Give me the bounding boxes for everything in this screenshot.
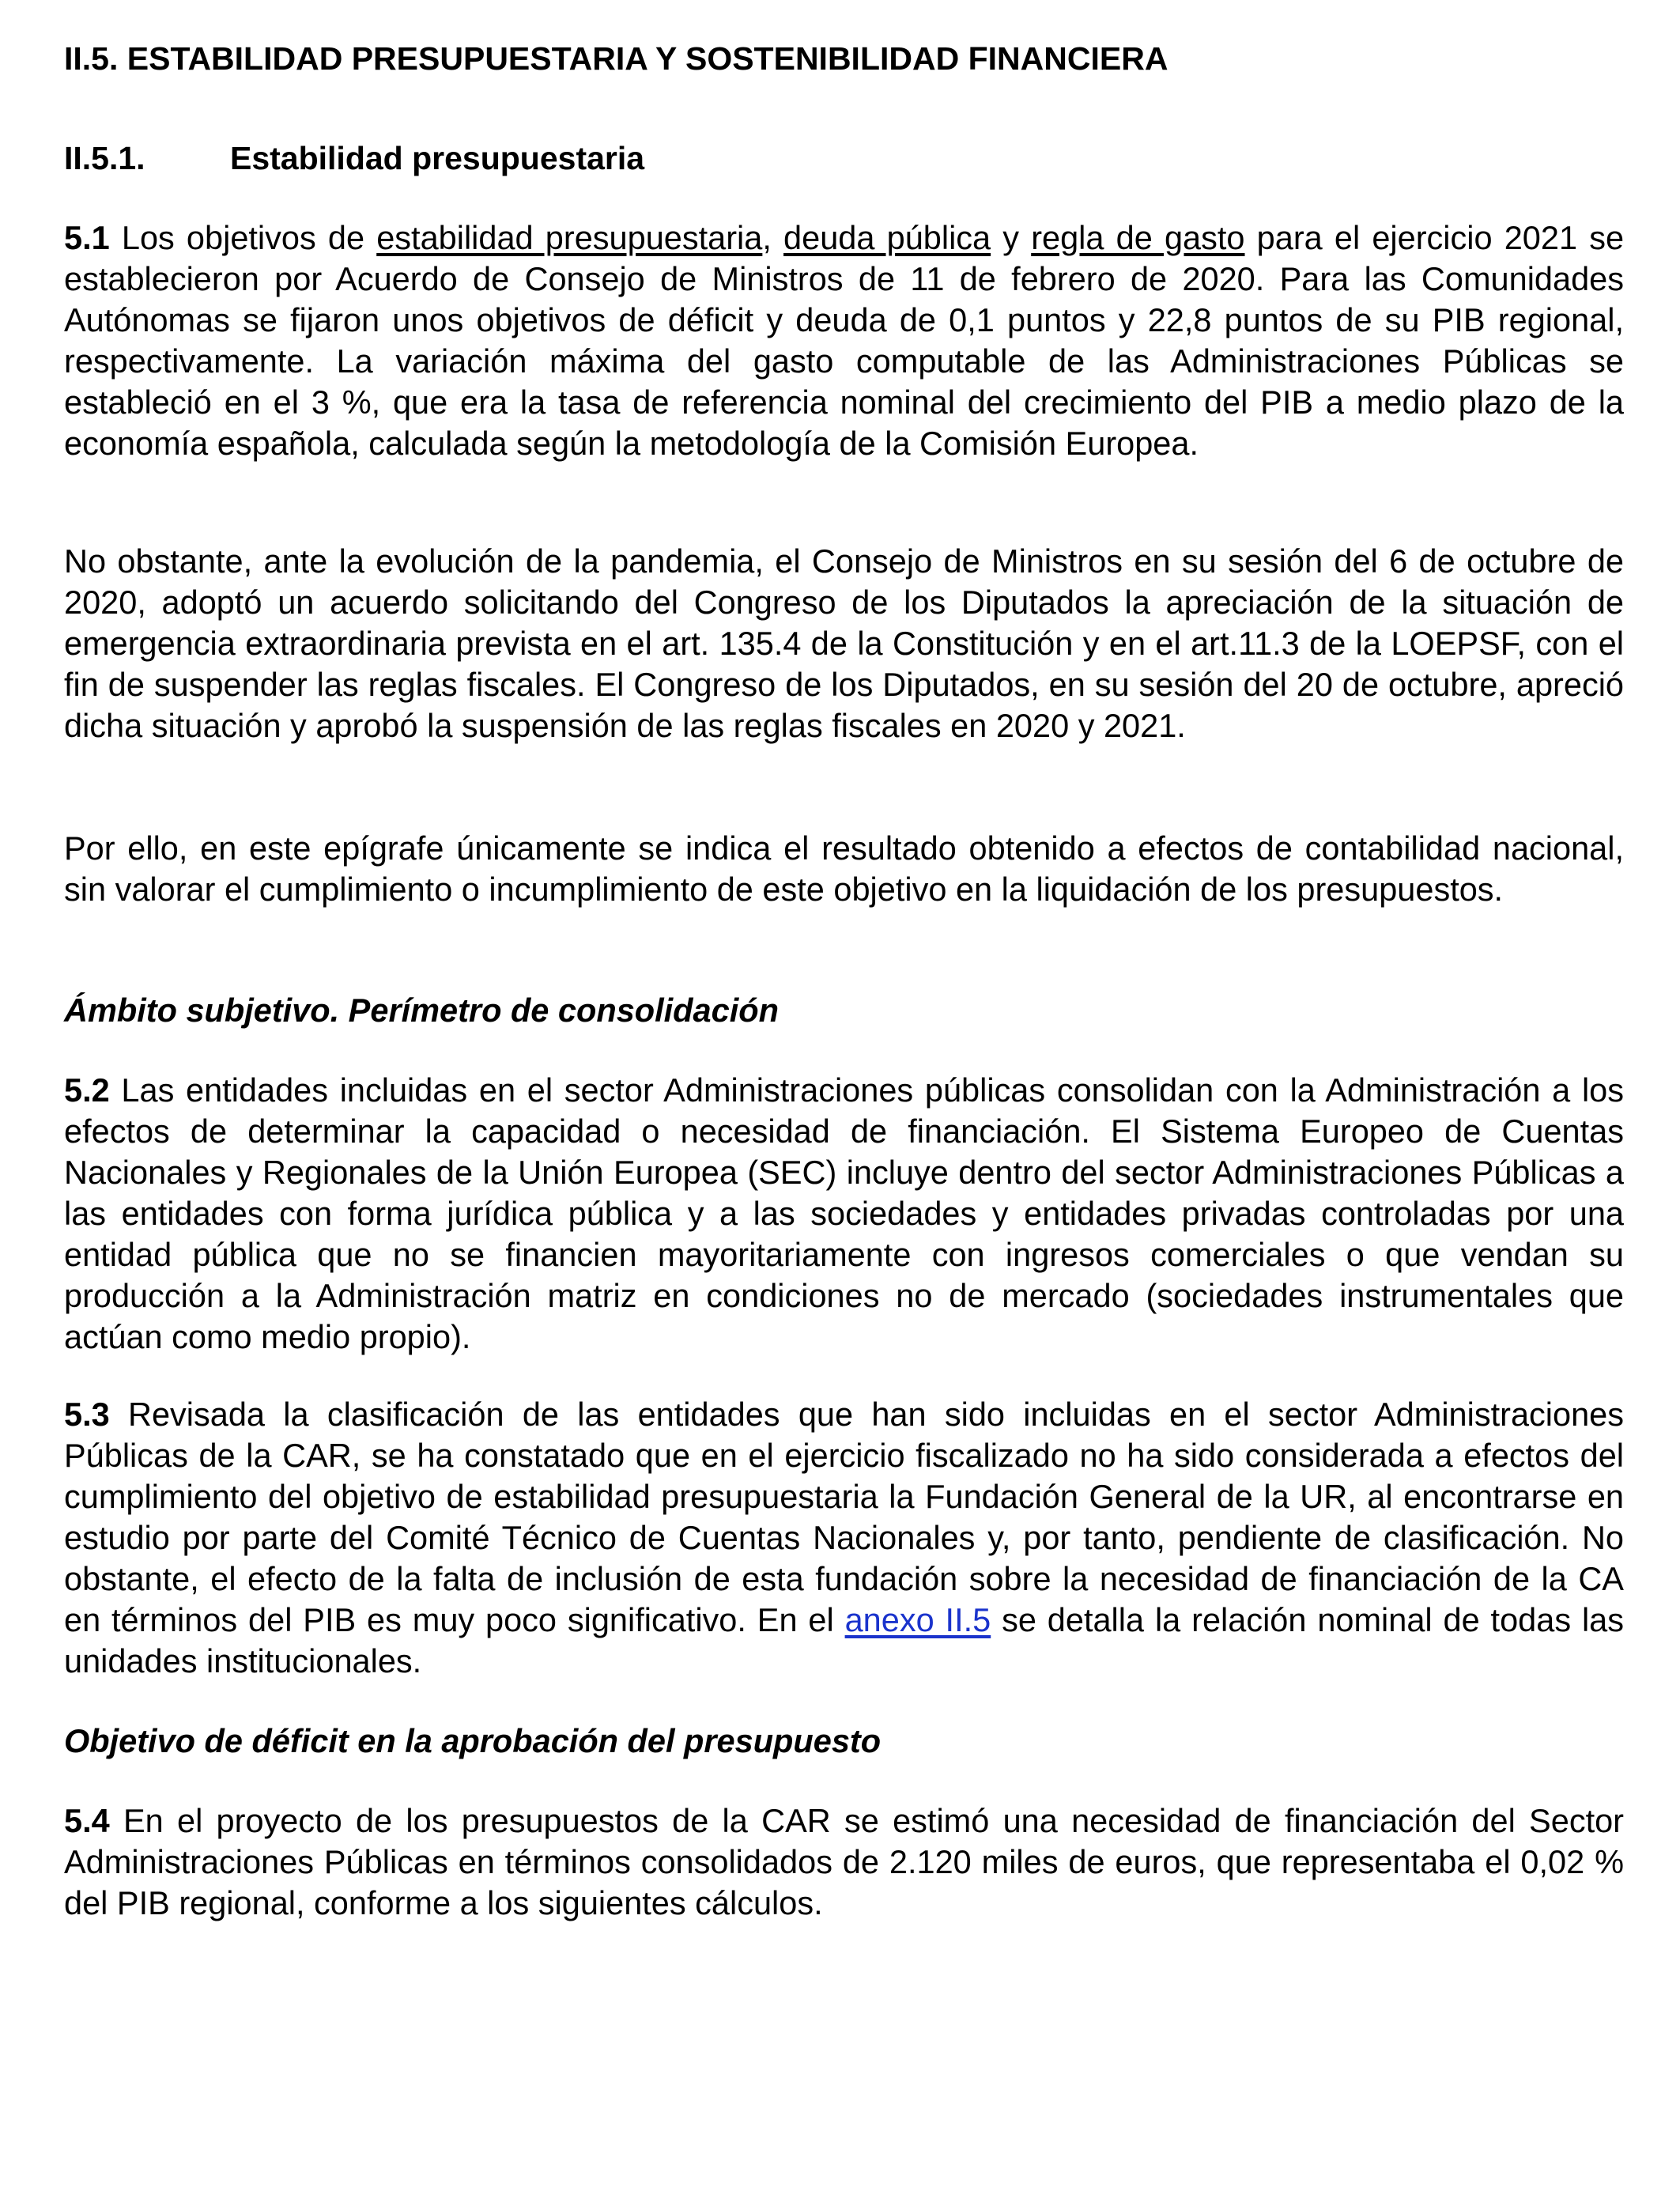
term-estabilidad: estabilidad presupuestaria — [376, 219, 763, 256]
text: Las entidades incluidas en el sector Administraciones públicas consolidan con la Administración a los efectos de determinar la capacidad o necesidad de financiación. El Sistema Europeo de Cuentas Nacionales y Regionales de la Unión Europea (SEC) incluye dentro del sector Administraciones Públicas a las entidades con forma jurídica pública y a las sociedades y entidades privadas controladas por una entidad pública que no se financien mayoritariamente con ingresos comerciales o que vendan su producción a la Administración matriz en condiciones no de mercado (sociedades instrumentales que actúan como medio propio). — [64, 1071, 1624, 1355]
subsection-title: Estabilidad presupuestaria — [230, 140, 645, 176]
text: Revisada la clasificación de las entidades que han sido incluidas en el sector Administraciones Públicas de la CAR, se ha constatado que en el ejercicio fiscalizado no ha sido considerada a efectos del cumplimiento del objetivo de estabilidad presupuestaria la Fundación General de la UR, al encontrarse en estudio por parte del Comité Técnico de Cuentas Nacionales y, por tanto, pendiente de clasificación. No obstante, el efecto de la falta de inclusión de esta fundación sobre la necesidad de financiación de la CA en términos del PIB es muy poco significativo. En el — [64, 1396, 1624, 1638]
paragraph-number: 5.2 — [64, 1071, 110, 1109]
paragraph-5-4 — [64, 1800, 1624, 1924]
paragraph-5-3 — [64, 1394, 1624, 1682]
paragraph-pandemia: No obstante, ante la evolución de la pandemia, el Consejo de Ministros en su sesión del 6 de octubre de 2020, adoptó un acuerdo solicitando del Congreso de los Diputados la apreciación de la situación de emergencia extraordinaria prevista en el art. 135.4 de la Constitución y en el art.11.3 de la LOEPSF, con el fin de suspender las reglas fiscales. El Congreso de los Diputados, en su sesión del 20 de octubre, apreció dicha situación y aprobó la suspensión de las reglas fiscales en 2020 y 2021. — [64, 542, 1624, 744]
subsection-number: II.5.1. — [64, 140, 145, 176]
paragraph-number: 5.1 — [64, 219, 110, 256]
paragraph-number: 5.3 — [64, 1396, 110, 1433]
paragraph-por-ello: Por ello, en este epígrafe únicamente se indica el resultado obtenido a efectos de contabilidad nacional, sin valorar el cumplimiento o incumplimiento de este objetivo en la liquidación de los presupuestos. — [64, 829, 1624, 908]
text: Los objetivos de — [109, 219, 377, 256]
text: y — [991, 219, 1032, 256]
term-deuda: deuda pública — [783, 219, 991, 256]
text: , — [762, 219, 784, 256]
subsection-heading — [64, 138, 1624, 179]
anexo-link[interactable]: anexo II.5 — [844, 1601, 991, 1638]
heading-ambito: Ámbito subjetivo. Perímetro de consolidación — [64, 992, 779, 1029]
text: En el proyecto de los presupuestos de la CAR se estimó una necesidad de financiación del Sector Administraciones Públicas en términos consolidados de 2.120 miles de euros, que representaba el 0,02 % del PIB regional, conforme a los siguientes cálculos. — [64, 1802, 1624, 1921]
term-regla-gasto: regla de gasto — [1031, 219, 1245, 256]
paragraph-5-2 — [64, 1070, 1624, 1358]
text: para el ejercicio 2021 se establecieron por Acuerdo de Consejo de Ministros de 11 de febrero de 2020. Para las Comunidades Autónomas se fijaron unos objetivos de déficit y deuda de 0,1 puntos y 22,8 puntos de su PIB regional, respectivamente. La variación máxima del gasto computable de las Administraciones Públicas se estableció en el 3 %, que era la tasa de referencia nominal del crecimiento del PIB a medio plazo de la economía española, calculada según la metodología de la Comisión Europea. — [64, 219, 1625, 462]
paragraph-number: 5.4 — [64, 1802, 110, 1839]
paragraph-5-1 — [64, 217, 1624, 464]
text: se detalla la relación nominal de todas las unidades institucionales. — [64, 1601, 1624, 1679]
heading-objetivo: Objetivo de déficit en la aprobación del presupuesto — [64, 1722, 882, 1759]
section-heading: II.5. ESTABILIDAD PRESUPUESTARIA Y SOSTENIBILIDAD FINANCIERA — [64, 40, 1168, 77]
